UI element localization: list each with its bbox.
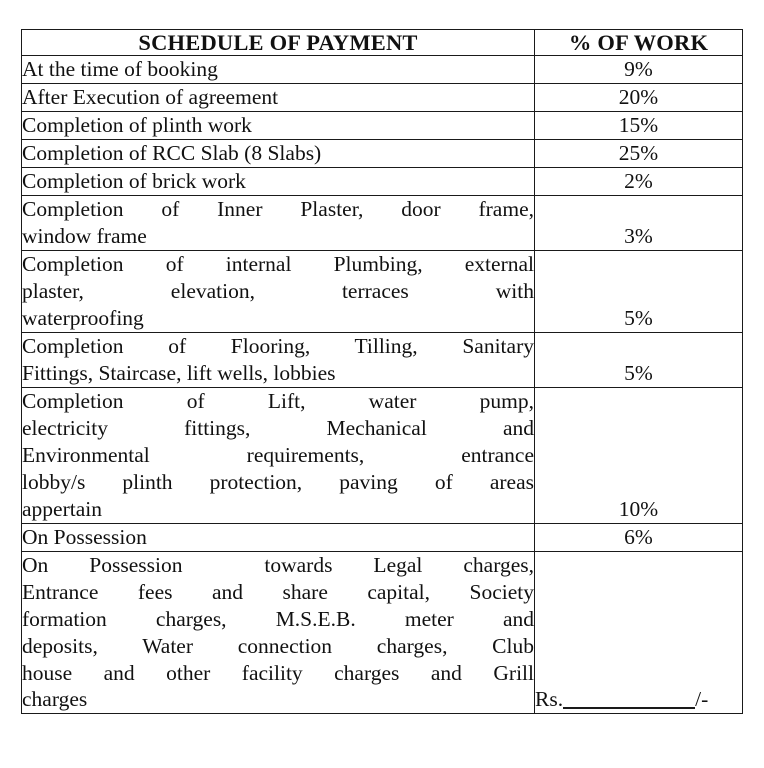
payment-stage-line: Fittings, Staircase, lift wells, lobbies: [22, 360, 336, 385]
percent-of-work-cell: 2%: [535, 168, 743, 196]
payment-stage-line: deposits, Water connection charges, Club: [22, 633, 534, 658]
table-row: [22, 551, 743, 714]
column-header-percent-of-work: % OF WORK: [535, 30, 743, 56]
percent-of-work-cell: 10%: [535, 387, 743, 523]
payment-stage-cell: [22, 551, 535, 714]
payment-stage-cell: [22, 250, 535, 332]
payment-stage-line: Completion of Flooring, Tilling, Sanitary: [22, 333, 534, 358]
percent-of-work-cell: 5%: [535, 332, 743, 387]
payment-stage-line: Completion of internal Plumbing, external: [22, 251, 534, 276]
payment-stage-line: Completion of RCC Slab (8 Slabs): [22, 141, 322, 166]
table-row: [22, 523, 743, 551]
table-row: [22, 168, 743, 196]
payment-stage-cell: [22, 332, 535, 387]
table-row: [22, 250, 743, 332]
percent-of-work-cell: 6%: [535, 523, 743, 551]
payment-stage-cell: [22, 140, 535, 168]
payment-stage-cell: [22, 168, 535, 196]
table-header: [22, 30, 743, 56]
payment-stage-cell: [22, 387, 535, 523]
payment-stage-line: Entrance fees and share capital, Society: [22, 579, 534, 604]
table-body: [22, 56, 743, 714]
payment-stage-line: On Possession: [22, 524, 147, 549]
payment-stage-cell: [22, 196, 535, 251]
percent-of-work-cell: 3%: [535, 196, 743, 251]
percent-of-work-cell: 15%: [535, 112, 743, 140]
payment-stage-cell: [22, 523, 535, 551]
payment-stage-line: plaster, elevation, terraces with: [22, 278, 534, 303]
payment-stage-line: window frame: [22, 224, 147, 248]
rupee-prefix: Rs.: [535, 687, 564, 712]
table-row: [22, 332, 743, 387]
amount-fill-in-cell[interactable]: [535, 551, 743, 714]
table-row: [22, 56, 743, 84]
payment-stage-line: appertain: [22, 496, 102, 521]
table-row: [22, 387, 743, 523]
table-row: [22, 112, 743, 140]
payment-stage-line: lobby/s plinth protection, paving of areas: [22, 469, 534, 494]
payment-stage-line: After Execution of agreement: [22, 85, 279, 110]
table-row: [22, 196, 743, 251]
table-row: [22, 84, 743, 112]
table-row: [22, 140, 743, 168]
payment-stage-line: charges: [22, 687, 88, 712]
payment-stage-line: formation charges, M.S.E.B. meter and: [22, 606, 534, 631]
payment-stage-line: Completion of plinth work: [22, 113, 252, 138]
rupee-suffix: /-: [695, 687, 709, 712]
payment-stage-cell: [22, 84, 535, 112]
payment-stage-line: Environmental requirements, entrance: [22, 442, 534, 467]
table-header-row: [22, 30, 743, 56]
payment-stage-line: electricity fittings, Mechanical and: [22, 415, 534, 440]
payment-stage-line: At the time of booking: [22, 57, 218, 82]
payment-stage-line: Completion of Inner Plaster, door frame,: [22, 197, 534, 222]
amount-blank-line[interactable]: [563, 707, 695, 709]
payment-stage-cell: [22, 112, 535, 140]
percent-of-work-cell: 25%: [535, 140, 743, 168]
column-header-schedule-of-payment: SCHEDULE OF PAYMENT: [22, 30, 535, 56]
payment-stage-cell: [22, 56, 535, 84]
percent-of-work-cell: 20%: [535, 84, 743, 112]
payment-stage-line: Completion of brick work: [22, 169, 246, 194]
percent-of-work-cell: 5%: [535, 250, 743, 332]
payment-stage-line: waterproofing: [22, 305, 144, 330]
percent-of-work-cell: 9%: [535, 56, 743, 84]
payment-stage-line: house and other facility charges and Grill: [22, 660, 534, 685]
schedule-of-payment-table: [21, 29, 743, 714]
payment-stage-line: Completion of Lift, water pump,: [22, 388, 534, 413]
payment-stage-line: On Possession towards Legal charges,: [22, 552, 534, 577]
